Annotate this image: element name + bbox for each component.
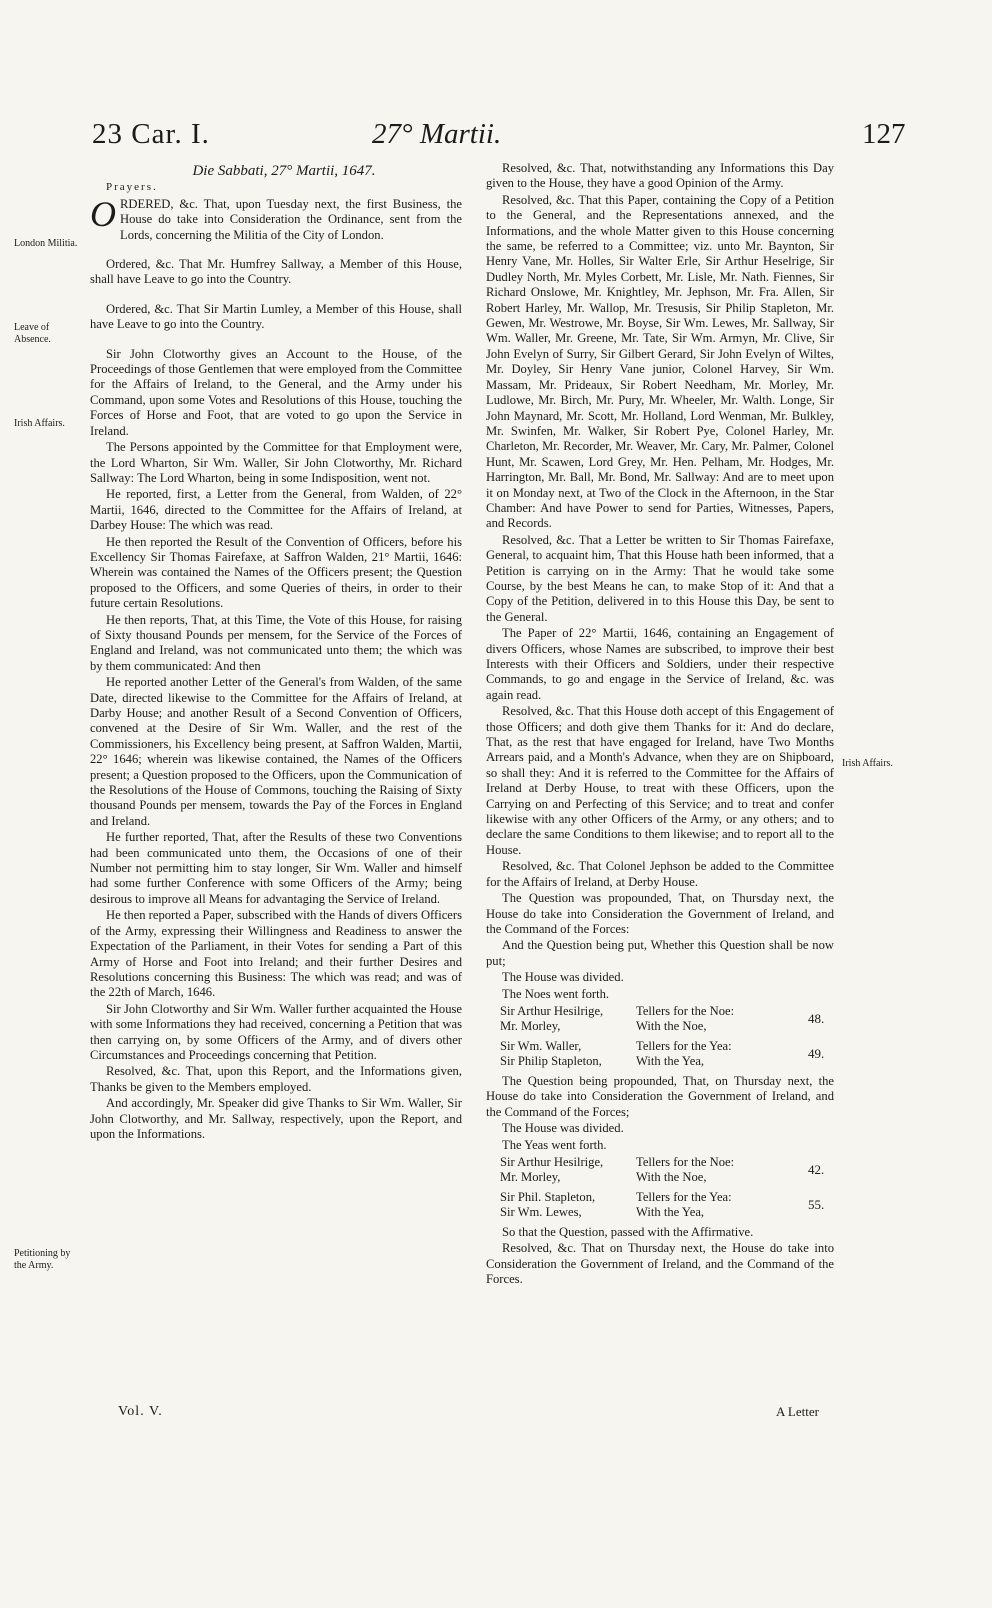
paragraph-irish-2: The Persons appointed by the Committee for that Employment were, the Lord Wharton, Sir Wm. Waller, Sir John Clotworthy, Mr. Richard Sallway: The Lord Wharton, being in some Indisposition, went not. — [90, 440, 462, 485]
margin-note-militia: London Militia. — [14, 238, 78, 249]
paragraph-irish-5: He then reports, That, at this Time, the Vote of this House, for raising of Sixty thousand Pounds per mensem, for the Service of the Forces of England and Ireland, was not communicated unto them; the which was by them communicated: And then — [90, 612, 462, 673]
teller-role: With the Yea, — [636, 1204, 705, 1219]
left-column — [90, 164, 462, 1142]
paragraph-engagement: The Paper of 22° Martii, 1646, containing an Engagement of divers Officers, whose Names are subscribed, to improve their best Interests with their Officers and Soldiers, under their respective Commands, to go and engage in the Service of Ireland, &c. was again read. — [486, 626, 834, 702]
paragraph-militia — [90, 193, 462, 243]
question-affirmative: So that the Question, passed with the Affirmative. — [502, 1224, 754, 1239]
teller-role: Tellers for the Noe: — [636, 1154, 735, 1169]
margin-note-irish: Irish Affairs. — [14, 418, 65, 429]
teller-name: Sir Arthur Hesilrige, — [500, 1154, 604, 1169]
resolution-letter: Resolved, &c. That a Letter be written to Sir Thomas Fairefaxe, General, to acquaint him, That this House hath been informed, that a Petition is carrying on in the Army: That he would take some Course, by the best Means he can, to make Stop of it: And that a Copy of the Petition, delivered in to this House this Day, be sent to the General. — [486, 532, 834, 624]
catchword: A Letter — [776, 1404, 819, 1419]
teller-name: Mr. Morley, — [500, 1169, 561, 1184]
division-2-yeas — [486, 1190, 834, 1223]
paragraph-militia-text: RDERED, &c. That, upon Tuesday next, the first Business, the House do take into Consideration the Ordinance, sent from the Lords, concerning the Militia of the City of London. — [120, 196, 462, 242]
teller-role: With the Yea, — [636, 1053, 705, 1068]
paragraph-irish-4: He then reported the Result of the Convention of Officers, before his Excellency Sir Thomas Fairefaxe, at Saffron Walden, 21° Martii, 1646: Wherein was contained the Names of the Officers present; the Question proposed to the Officers, and some Queries of theirs, in order to their future certain Resolutions. — [90, 534, 462, 611]
page-number: 127 — [862, 118, 906, 150]
paragraph-irish-1: Sir John Clotworthy gives an Account to the House, of the Proceedings of those Gentlemen that were employed from the Committee for the Affairs of Ireland, to the General, and the Army under his Command, upon some Votes and Resolutions of this House, touching the Forces of Horse and Foot, that are voted to go upon the Service in Ireland. — [90, 346, 462, 438]
resolution-accept-engagement: Resolved, &c. That this House doth accept of this Engagement of those Officers; and doth give them Thanks for it: And do declare, That, as the rest that have engaged for Ireland, have Two Months Arrears paid, and a Month's Advance, when they are on Shipboard, so shall they: And it is referred to the Committee for the Affairs of Ireland at Derby House, to treat with these Officers, upon the Carrying on and Perfecting of this Service; and to treat and confer likewise with any other Officers of the Army, or any others; and to declare the same Conditions to them likewise; and to report all to the House. — [486, 704, 834, 857]
resolution-government-ireland: Resolved, &c. That on Thursday next, the House do take into Consideration the Government of Ireland, and the Command of the Forces. — [486, 1241, 834, 1287]
paragraph-thanks-1: Resolved, &c. That, upon this Report, and the Informations given, Thanks be given to the Members employed. — [90, 1064, 462, 1094]
paragraph-leave-2: Ordered, &c. That Sir Martin Lumley, a Member of this House, shall have Leave to go into the Country. — [90, 301, 462, 332]
noes-went-forth: The Noes went forth. — [502, 986, 610, 1001]
teller-role: Tellers for the Noe: — [636, 1003, 735, 1018]
teller-name: Sir Philip Stapleton, — [500, 1053, 602, 1068]
running-head-center: 27° Martii. — [372, 118, 502, 150]
margin-note-petition: Petitioning by the Army. — [14, 1248, 71, 1271]
paragraph-petition: Sir John Clotworthy and Sir Wm. Waller further acquainted the House with some Informations they had received, concerning a Petition that was then carrying on, by some Officers of the Army, and of divers other Circumstances and Proceedings concerning that Petition. — [90, 1001, 462, 1062]
division-1-yeas — [486, 1039, 834, 1072]
resolution-committee: Resolved, &c. That this Paper, containing the Copy of a Petition to the General, and the Representations annexed, and the Informations, and the whole Matter given to this House concerning the same, be referred to a Committee; viz. unto Mr. Baynton, Sir Henry Vane, Mr. Holles, Sir Walter Erle, Sir Arthur Heselrige, Sir Dudley North, Mr. Myles Corbett, Mr. Lisle, Mr. Nath. Fiennes, Sir Richard Onslowe, Mr. Knightley, Mr. Jephson, Mr. Fra. Allen, Sir Robert Harley, Mr. Wallop, Mr. Tresusis, Sir Philip Stapleton, Mr. Gewen, Mr. Westrowe, Mr. Boyse, Sir Wm. Lewes, Mr. Sallway, Sir Wm. Waller, Mr. Greene, Mr. Tate, Sir Wm. Armyn, Mr. Clive, Sir John Evelyn of Surry, Sir Gilbert Gerard, Sir John Evelyn of Wiltes, Mr. Doyley, Sir Henry Vane junior, Colonel Harvey, Sir Wm. Massam, Mr. Prideaux, Sir Robert Needham, Mr. Morley, Mr. Ludlowe, Mr. Birch, Mr. Pury, Mr. Wheeler, Mr. Walth. Longe, Sir John Maynard, Mr. Scott, Mr. Holland, Lord Wenman, Mr. Bulkley, Mr. Swinfen, Mr. Walker, Sir Robert Pye, Colonel Harley, Mr. Charleton, Mr. Recorder, Mr. Weaver, Mr. Cary, Mr. Palmer, Colonel Hunt, Mr. Scawen, Lord Grey, Mr. Hen. Pelham, Mr. Hodges, Mr. Harrington, Mr. Ball, Mr. Bond, Mr. Sallway: And are to meet upon it on Monday next, at Two of the Clock in the Afternoon, in the Star Chamber: And have Power to send for Parties, Witnesses, Papers, and Records. — [486, 192, 834, 531]
teller-name: Mr. Morley, — [500, 1018, 561, 1033]
margin-note-leave: Leave of Absence. — [14, 322, 51, 345]
vote-count: 49. — [808, 1045, 825, 1061]
paragraph-irish-8: He then reported a Paper, subscribed with the Hands of divers Officers of the Army, expressing their Willingness and Readiness to answer the Expectation of the Parliament, in their Votes for sending a Part of this Army of Horse and Foot into Ireland; and their further Desires and Resolutions concerning this Business: The which was read; and was of the 22th of March, 1646. — [90, 908, 462, 1000]
teller-name: Sir Arthur Hesilrige, — [500, 1003, 604, 1018]
division-1-noes — [486, 1004, 834, 1037]
teller-name: Sir Phil. Stapleton, — [500, 1189, 596, 1204]
paragraph-thanks-2: And accordingly, Mr. Speaker did give Thanks to Sir Wm. Waller, Sir John Clotworthy, and Mr. Sallway, respectively, upon the Report, and upon the Informations. — [90, 1096, 462, 1141]
house-divided-2: The House was divided. — [502, 1121, 624, 1136]
running-head-left: 23 Car. I. — [92, 118, 210, 150]
vote-count: 48. — [808, 1010, 825, 1026]
house-divided-1: The House was divided. — [502, 970, 624, 985]
division-2-noes — [486, 1155, 834, 1188]
paragraph-irish-3: He reported, first, a Letter from the General, from Walden, of 22° Martii, 1646, directed to the Committee for the Affairs of Ireland, at Darbey House: The which was read. — [90, 487, 462, 533]
teller-name: Sir Wm. Waller, — [500, 1038, 582, 1053]
teller-name: Sir Wm. Lewes, — [500, 1204, 582, 1219]
question-propounded-2: The Question being propounded, That, on Thursday next, the House do take into Consideration the Government of Ireland, and the Command of the Forces; — [486, 1073, 834, 1119]
volume-signature: Vol. V. — [118, 1404, 163, 1419]
teller-role: With the Noe, — [636, 1018, 707, 1033]
paragraph-irish-6: He reported another Letter of the General's from Walden, of the same Date, directed likewise to the Committee for the Affairs of Ireland, at Darby House; and another Result of a Second Convention of Officers, convened at the Desire of Sir Wm. Waller, and the rest of the Commissioners, his Excellency being present, at Saffron Walden, Martii, 22° 1646; wherein was likewise contained, the Names of the Officers present; a Question proposed to the Officers, upon the Communication of the Resolutions of the House of Commons, touching the Raising of Sixty thousand Pounds per mensem, towards the Pay of the Forces in England and Ireland. — [90, 675, 462, 828]
right-column — [486, 161, 834, 1288]
question-propounded-1: The Question was propounded, That, on Thursday next, the House do take into Consideration the Government of Ireland, and the Command of the Forces: — [486, 891, 834, 936]
resolution-jephson: Resolved, &c. That Colonel Jephson be added to the Committee for the Affairs of Ireland, at Derby House. — [486, 859, 834, 889]
teller-role: Tellers for the Yea: — [636, 1038, 732, 1053]
margin-note-irish-right: Irish Affairs. — [842, 758, 893, 769]
resolution-good-opinion: Resolved, &c. That, notwithstanding any Informations this Day given to the House, they have a good Opinion of the Army. — [486, 161, 834, 191]
question-put: And the Question being put, Whether this Question shall be now put; — [486, 938, 834, 968]
yeas-went-forth: The Yeas went forth. — [502, 1137, 607, 1152]
teller-role: Tellers for the Yea: — [636, 1189, 732, 1204]
sitting-date: Die Sabbati, 27° Martii, 1647. — [192, 163, 376, 179]
paragraph-irish-7: He further reported, That, after the Results of these two Conventions had been communicated unto them, the Occasions of one of their Number not permitting him to stay longer, Sir Wm. Waller and himself had some further Conference with some Officers of the Army; being desirous to improve all Means for advantaging the Service of Ireland. — [90, 830, 462, 906]
teller-role: With the Noe, — [636, 1169, 707, 1184]
drop-cap: O — [90, 193, 116, 234]
paragraph-leave-1: Ordered, &c. That Mr. Humfrey Sallway, a Member of this House, shall have Leave to go into the Country. — [90, 257, 462, 287]
prayers-heading: Prayers. — [106, 181, 158, 194]
vote-count: 42. — [808, 1161, 825, 1177]
vote-count: 55. — [808, 1196, 825, 1212]
